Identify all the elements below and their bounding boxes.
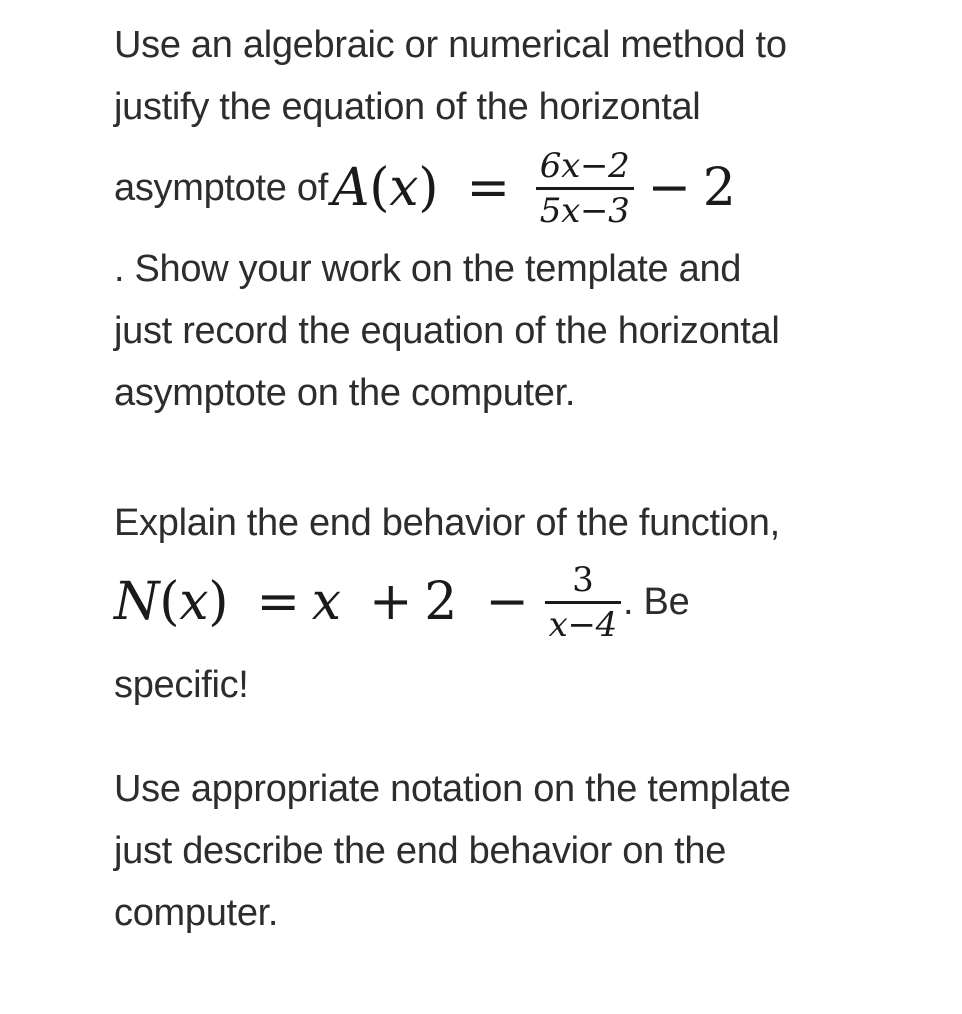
fraction-a (536, 147, 634, 230)
open-paren: ( (159, 572, 180, 632)
q2-trailing-text: . Be (623, 581, 690, 623)
constant-two: 2 (424, 572, 458, 632)
q3-line-3: computer. (114, 892, 279, 934)
q1-line-3-prefix: asymptote of (114, 167, 328, 209)
function-name-n: N (114, 572, 160, 632)
fraction-bar (545, 601, 621, 604)
plus-sign: + (369, 572, 413, 632)
term-x: x (311, 572, 341, 632)
q2-equation-line (114, 552, 689, 652)
minus-sign: − (647, 158, 691, 218)
constant-term (647, 158, 736, 218)
q1-line-6: asymptote on the computer. (114, 372, 576, 414)
q1-line-5: just record the equation of the horizontal (114, 310, 780, 352)
q2-line-3: specific! (114, 664, 249, 706)
fraction-n (545, 561, 621, 644)
fraction-denominator: 5x−3 (539, 190, 630, 231)
function-name-a: A (331, 158, 370, 218)
q2-line-1: Explain the end behavior of the function, (114, 502, 780, 544)
variable-x: x (179, 572, 209, 632)
function-a-equation (331, 158, 522, 218)
q1-equation-line (114, 140, 736, 236)
equals-sign: = (466, 158, 510, 218)
fraction-numerator: 3 (572, 559, 594, 600)
fraction-numerator: 6x−2 (539, 145, 630, 186)
q1-line-2: justify the equation of the horizontal (114, 86, 701, 128)
q3-line-1: Use appropriate notation on the template (114, 768, 791, 810)
q1-line-1: Use an algebraic or numerical method to (114, 24, 787, 66)
fraction-bar (536, 187, 634, 190)
variable-x: x (389, 158, 419, 218)
close-paren: ) (208, 572, 229, 632)
close-paren: ) (418, 158, 439, 218)
q3-line-2: just describe the end behavior on the (114, 830, 727, 872)
q1-line-4: . Show your work on the template and (114, 248, 742, 290)
open-paren: ( (369, 158, 390, 218)
fraction-denominator: x−4 (548, 604, 618, 645)
function-n-equation (114, 572, 541, 632)
equals-sign: = (256, 572, 300, 632)
constant-two: 2 (702, 158, 736, 218)
minus-sign: − (485, 572, 529, 632)
